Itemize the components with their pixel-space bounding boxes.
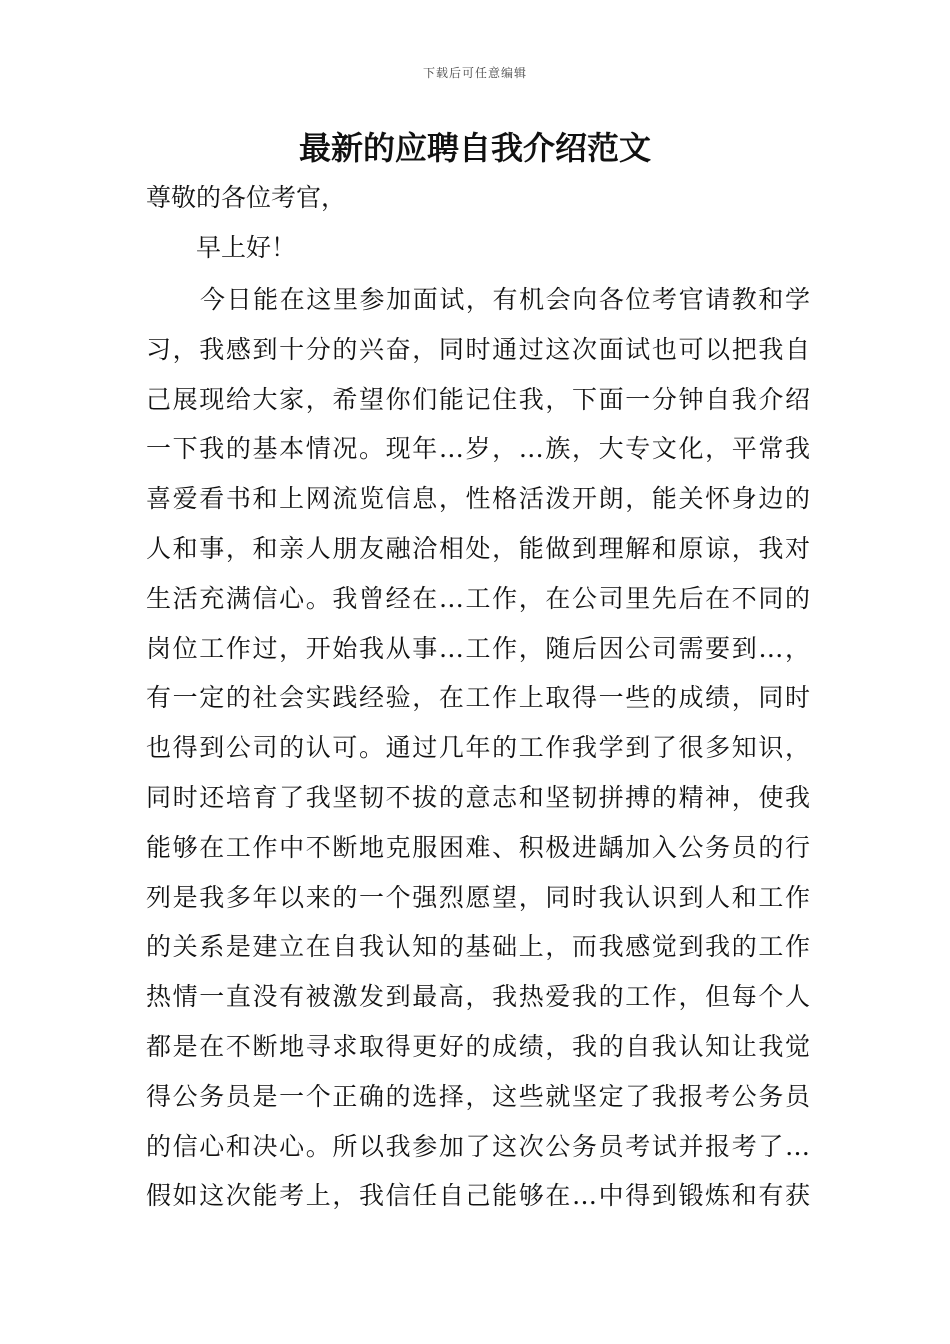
body-paragraph <box>146 280 810 1226</box>
header-note: 下载后可任意编辑 <box>422 66 527 80</box>
body-line: 也得到公司的认可。通过几年的工作我学到了很多知识， <box>146 733 810 763</box>
body-line: 生活充满信心。我曾经在…工作，在公司里先后在不同的 <box>146 583 810 613</box>
body-line: 同时还培育了我坚韧不拔的意志和坚韧拼搏的精神，使我 <box>146 782 810 812</box>
body-line: 假如这次能考上，我信任自己能够在…中得到锻炼和有获 <box>146 1181 810 1211</box>
body-line: 列是我多年以来的一个强烈愿望，同时我认识到人和工作 <box>146 882 810 912</box>
salutation: 尊敬的各位考官， <box>146 183 347 212</box>
greeting: 早上好！ <box>196 233 297 262</box>
body-line: 今日能在这里参加面试，有机会向各位考官请教和学 <box>200 285 810 314</box>
body-line: 得公务员是一个正确的选择，这些就坚定了我报考公务员 <box>146 1081 810 1111</box>
body-line: 岗位工作过，开始我从事…工作，随后因公司需要到…， <box>146 633 810 663</box>
body-line: 的信心和决心。所以我参加了这次公务员考试并报考了… <box>146 1131 810 1161</box>
body-line: 都是在不断地寻求取得更好的成绩，我的自我认知让我觉 <box>146 1031 810 1061</box>
body-line: 的关系是建立在自我认知的基础上，而我感觉到我的工作 <box>146 932 810 962</box>
document-title: 最新的应聘自我介绍范文 <box>298 129 651 167</box>
body-line: 喜爱看书和上网流览信息，性格活泼开朗，能关怀身边的 <box>146 484 810 514</box>
body-line: 一下我的基本情况。现年…岁，…族，大专文化，平常我 <box>146 434 810 464</box>
body-line: 能够在工作中不断地克服困难、积极进龋加入公务员的行 <box>146 832 810 862</box>
body-line: 己展现给大家，希望你们能记住我，下面一分钟自我介绍 <box>146 384 810 414</box>
body-line: 热情一直没有被激发到最高，我热爱我的工作，但每个人 <box>146 982 810 1012</box>
body-line: 人和事，和亲人朋友融洽相处，能做到理解和原谅，我对 <box>146 533 810 563</box>
body-line: 习，我感到十分的兴奋，同时通过这次面试也可以把我自 <box>146 334 810 364</box>
body-line: 有一定的社会实践经验，在工作上取得一些的成绩，同时 <box>146 683 810 713</box>
